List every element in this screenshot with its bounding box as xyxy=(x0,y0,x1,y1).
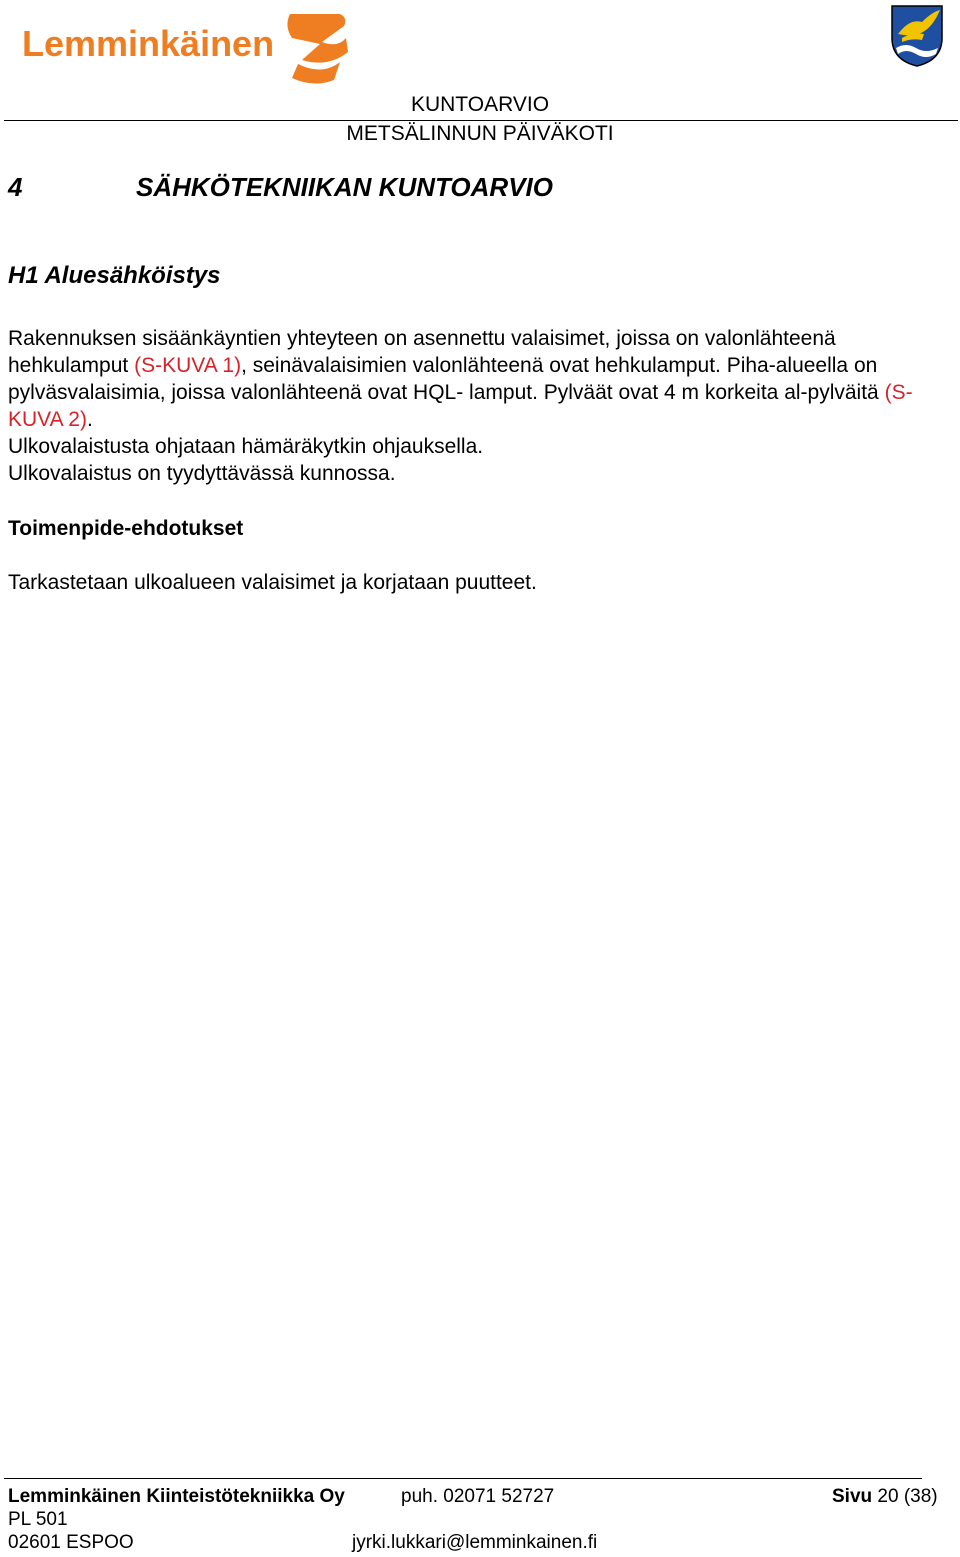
logo-swoosh-icon xyxy=(292,62,340,84)
footer-po-box: PL 501 xyxy=(8,1509,68,1530)
section-title: SÄHKÖTEKNIIKAN KUNTOARVIO xyxy=(136,172,553,202)
paragraph-3: Ulkovalaistus on tyydyttävässä kunnossa. xyxy=(8,462,396,485)
logo-mark-icon xyxy=(287,14,348,63)
paragraph-1: Rakennuksen sisäänkäyntien yhteyteen on asennettu valaisimet, joissa on valonlähteenä hehkulamput (S-KUVA 1), seinävalaisimien valonlähteenä ovat hehkulamput. Piha-alueella on pylväsvalaisimia, joissa valonlähteenä ovat HQL- lamput. Pylväät ovat 4 m korkeita al-pylväitä (S-KUVA 2). xyxy=(8,327,913,431)
footer-phone: puh. 02071 52727 xyxy=(401,1486,555,1507)
footer-divider xyxy=(4,1478,922,1479)
footer-email: jyrki.lukkari@lemminkainen.fi xyxy=(352,1532,598,1553)
logo-wordmark: Lemminkäinen xyxy=(22,23,275,64)
actions-heading: Toimenpide-ehdotukset xyxy=(8,517,244,540)
footer-city: 02601 ESPOO xyxy=(8,1532,134,1553)
company-logo xyxy=(22,8,352,88)
body-text xyxy=(8,325,953,487)
paragraph-2: Ulkovalaistusta ohjataan hämäräkytkin ohjauksella. xyxy=(8,435,484,458)
header-divider xyxy=(4,120,958,121)
section-number: 4 xyxy=(8,172,23,202)
actions-text: Tarkastetaan ulkoalueen valaisimet ja korjataan puutteet. xyxy=(8,571,537,594)
subsection-title: H1 Aluesähköistys xyxy=(8,262,221,289)
figure-reference-1: (S-KUVA 1) xyxy=(134,354,242,377)
footer-company: Lemminkäinen Kiinteistötekniikka Oy xyxy=(8,1486,345,1507)
municipal-crest-icon xyxy=(888,4,946,68)
footer-page-number: Sivu 20 (38) xyxy=(832,1486,938,1507)
document-title: KUNTOARVIO xyxy=(410,93,550,116)
document-subtitle: METSÄLINNUN PÄIVÄKOTI xyxy=(346,122,614,145)
figure-reference-2: (S-KUVA 2) xyxy=(8,381,913,431)
